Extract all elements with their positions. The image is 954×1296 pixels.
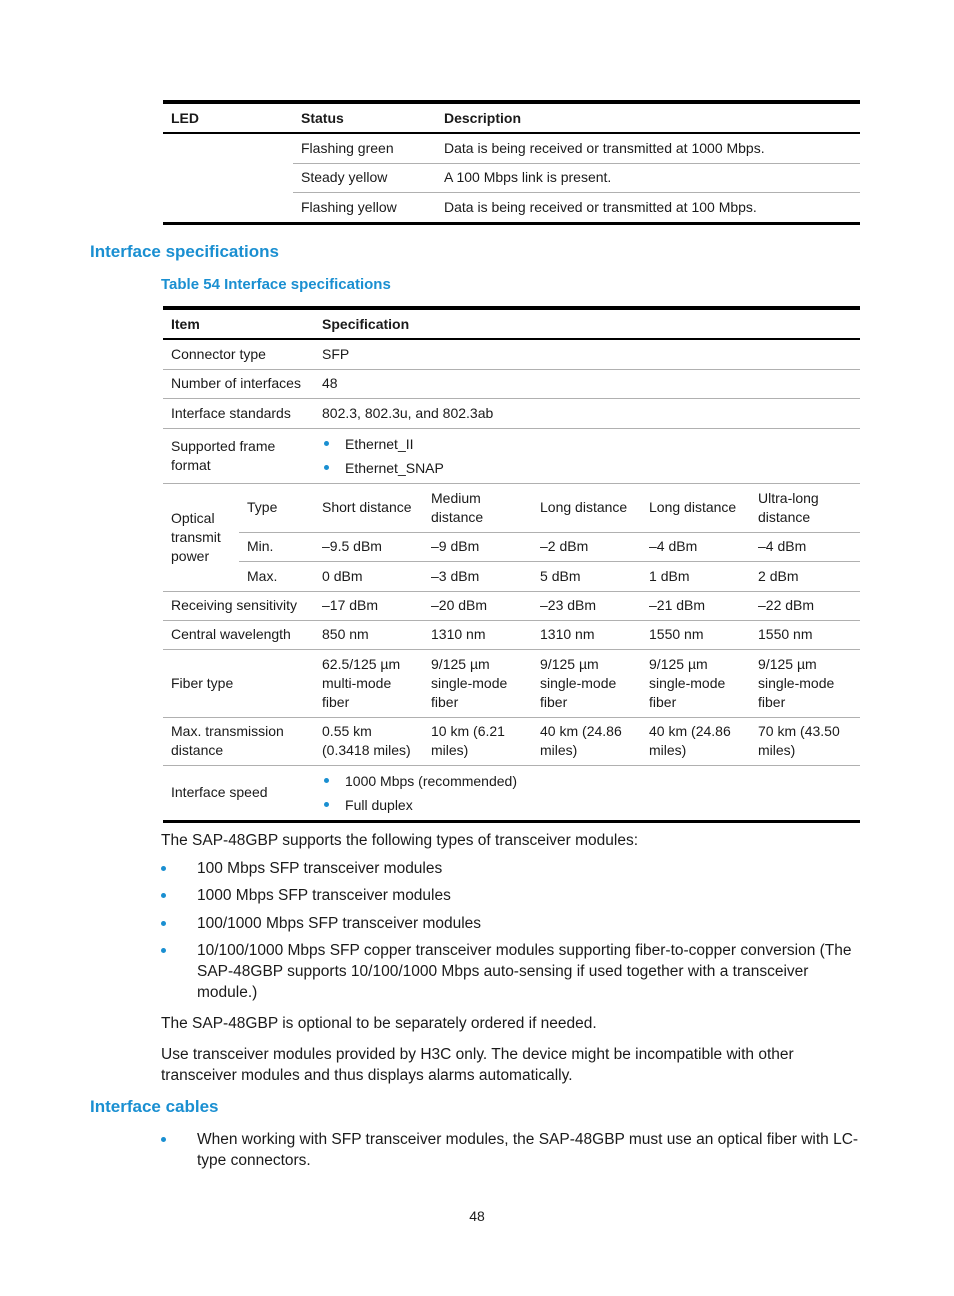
led-header: LED [163,102,293,133]
row-label: Number of interfaces [163,369,314,398]
value-cell: 1 dBm [641,561,750,591]
value-cell: 9/125 µm single-mode fiber [750,649,860,717]
type-cell: Short distance [314,483,423,532]
value-cell: 9/125 µm single-mode fiber [532,649,641,717]
value-cell: 850 nm [314,620,423,649]
row-label: Central wavelength [163,620,314,649]
bullet-icon [324,802,329,807]
interface-spec-table [163,306,860,823]
table-caption: Table 54 Interface specifications [161,276,391,293]
value-cell: 40 km (24.86 miles) [532,717,641,765]
bullet-icon [161,1137,166,1142]
value-cell: 0 dBm [314,561,423,591]
bullet-icon [324,465,329,470]
row-label: Interface speed [163,765,314,821]
item-header: Item [163,308,314,339]
value-cell: –9 dBm [423,532,532,561]
list-item: Ethernet_SNAP [322,456,852,480]
optional-paragraph: The SAP-48GBP is optional to be separately ordered if needed. [161,1015,597,1032]
description-cell: Data is being received or transmitted at 1000 Mbps. [436,133,860,163]
type-cell: Long distance [641,483,750,532]
intro-paragraph: The SAP-48GBP supports the following types of transceiver modules: [161,832,639,849]
description-header: Description [436,102,860,133]
value-cell: –22 dBm [750,591,860,620]
frame-format-list [322,432,852,480]
bullet-icon [161,948,166,953]
value-cell: 10 km (6.21 miles) [423,717,532,765]
section-heading-interface-cables: Interface cables [90,1097,219,1116]
value-cell: 5 dBm [532,561,641,591]
value-cell: 70 km (43.50 miles) [750,717,860,765]
value-cell: 1550 nm [641,620,750,649]
led-table [163,100,860,225]
value-cell: –21 dBm [641,591,750,620]
value-cell: 9/125 µm single-mode fiber [641,649,750,717]
value-cell: 0.55 km (0.3418 miles) [314,717,423,765]
value-cell: 2 dBm [750,561,860,591]
value-cell: –4 dBm [641,532,750,561]
type-cell: Ultra-long distance [750,483,860,532]
list-item: Full duplex [322,793,852,817]
type-cell: Medium distance [423,483,532,532]
row-label: Interface standards [163,398,314,428]
list-item: 1000 Mbps (recommended) [322,769,852,793]
row-label: Optical transmit power [163,483,239,591]
value-cell: –3 dBm [423,561,532,591]
value-cell: 1310 nm [532,620,641,649]
list-item: Ethernet_II [322,432,852,456]
led-cell [163,133,293,223]
bullet-icon [161,921,166,926]
type-cell: Long distance [532,483,641,532]
row-label: Connector type [163,339,314,369]
bullet-icon [324,441,329,446]
value-cell: 9/125 µm single-mode fiber [423,649,532,717]
description-cell: Data is being received or transmitted at 100 Mbps. [436,192,860,223]
value-cell: 1310 nm [423,620,532,649]
value-cell: –23 dBm [532,591,641,620]
speed-list [322,769,852,817]
row-label: Supported frame format [163,428,314,483]
value-cell: 62.5/125 µm multi-mode fiber [314,649,423,717]
warning-paragraph: Use transceiver modules provided by H3C only. The device might be incompatible with other transceiver modules and thus displays alarms automatically. [161,1046,794,1084]
page-number: 48 [469,1208,485,1224]
sub-label: Type [239,483,314,532]
bullet-icon [161,893,166,898]
value-cell: –9.5 dBm [314,532,423,561]
sub-label: Min. [239,532,314,561]
row-label: Fiber type [163,649,314,717]
row-value [314,428,860,483]
row-value: 802.3, 802.3u, and 802.3ab [314,398,860,428]
value-cell: 40 km (24.86 miles) [641,717,750,765]
row-value: 48 [314,369,860,398]
description-cell: A 100 Mbps link is present. [436,163,860,192]
value-cell: 1550 nm [750,620,860,649]
value-cell: –17 dBm [314,591,423,620]
row-label: Receiving sensitivity [163,591,314,620]
row-value: SFP [314,339,860,369]
value-cell: –20 dBm [423,591,532,620]
bullet-icon [161,866,166,871]
row-label: Max. transmission distance [163,717,314,765]
status-header: Status [293,102,436,133]
status-cell: Steady yellow [293,163,436,192]
status-cell: Flashing yellow [293,192,436,223]
value-cell: –2 dBm [532,532,641,561]
sub-label: Max. [239,561,314,591]
section-heading-interface-specifications: Interface specifications [90,242,279,261]
row-value [314,765,860,821]
value-cell: –4 dBm [750,532,860,561]
specification-header: Specification [314,308,860,339]
status-cell: Flashing green [293,133,436,163]
bullet-icon [324,778,329,783]
